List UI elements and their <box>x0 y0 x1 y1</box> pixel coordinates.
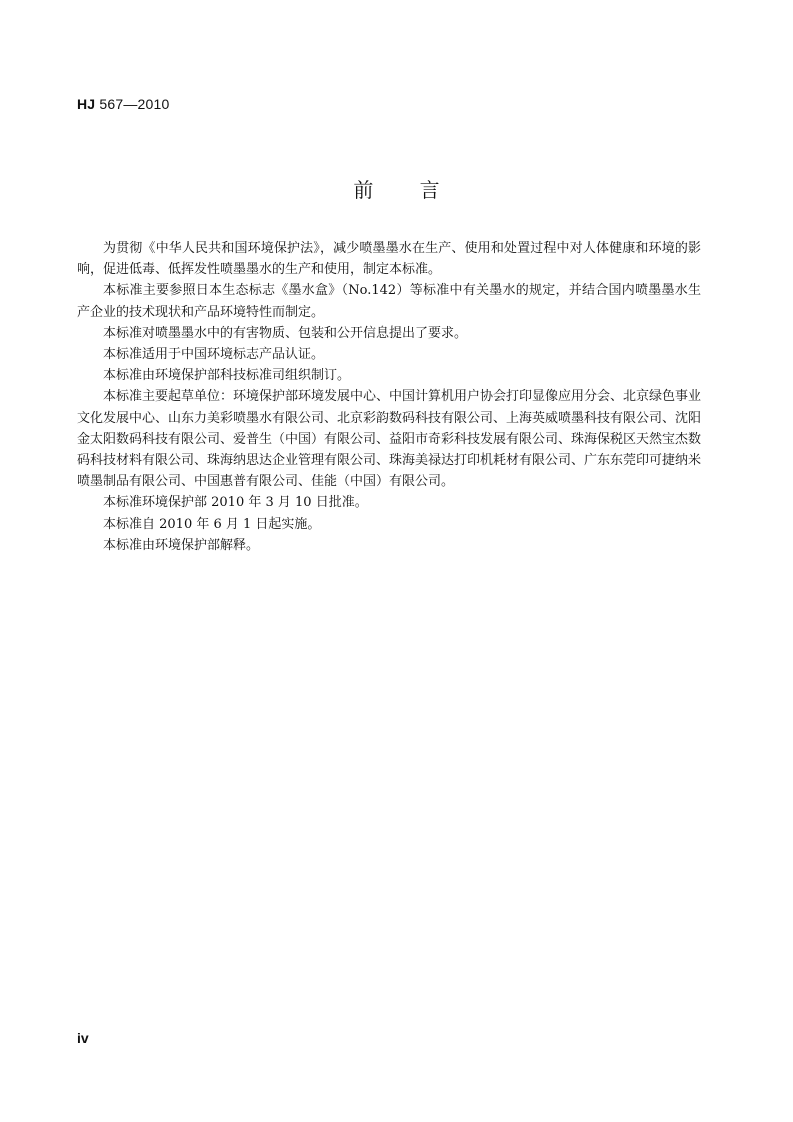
paragraph-approval: 本标准环境保护部 2010 年 3 月 10 日批准。 <box>103 495 368 511</box>
paragraph-organizer: 本标准由环境保护部科技标准司组织制订。 <box>103 368 351 384</box>
paragraph-scope: 本标准适用于中国环境标志产品认证。 <box>103 347 325 363</box>
page-title: 前 言 <box>353 178 460 202</box>
paragraph-requirements: 本标准对喷墨墨水中的有害物质、包装和公开信息提出了要求。 <box>103 325 468 341</box>
paragraph-effective-date: 本标准自 2010 年 6 月 1 日起实施。 <box>103 516 321 532</box>
standard-code: HJ <box>77 96 96 112</box>
standard-code-header <box>77 96 170 112</box>
paragraph-reference: 本标准主要参照日本生态标志《墨水盒》（No.142）等标准中有关墨水的规定，并结合国内喷墨墨水生产企业的技术现状和产品环境特性而制定。 <box>77 283 701 320</box>
standard-number: 567—2010 <box>99 96 170 112</box>
paragraph-purpose: 为贯彻《中华人民共和国环境保护法》，减少喷墨墨水在生产、使用和处置过程中对人体健康和环境的影响，促进低毒、低挥发性喷墨墨水的生产和使用，制定本标准。 <box>77 241 701 278</box>
page-number: iv <box>77 1030 89 1046</box>
foreword-body <box>77 238 701 556</box>
paragraph-drafters: 本标准主要起草单位：环境保护部环境发展中心、中国计算机用户协会打印显像应用分会、北京绿色事业文化发展中心、山东力美彩喷墨水有限公司、北京彩韵数码科技有限公司、上海英威喷墨科技有限公司、沈阳金太阳数码科技有限公司、爱普生（中国）有限公司、益阳市奇彩科技发展有限公司、珠海保税区天然宝杰数码科技材料有限公司、珠海纳思达企业管理有限公司、珠海美禄达打印机耗材有限公司、广东东莞印可捷纳米喷墨制品有限公司、中国惠普有限公司、佳能（中国）有限公司。 <box>77 389 702 490</box>
paragraph-interpretation: 本标准由环境保护部解释。 <box>103 537 260 553</box>
